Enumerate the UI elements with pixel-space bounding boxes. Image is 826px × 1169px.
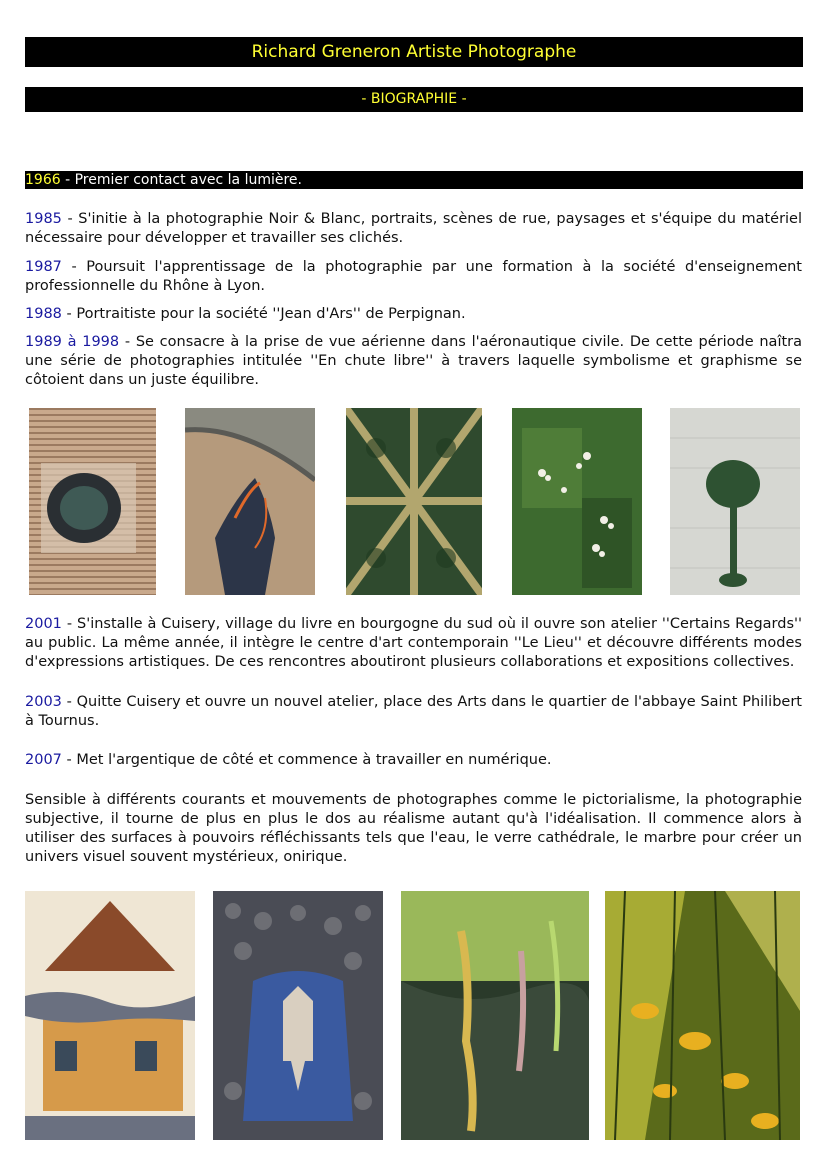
photo-reflection-house [25,891,195,1140]
photo-reflection-cobblestones [213,891,383,1140]
entry-1989-1998: 1989 à 1998 - Se consacre à la prise de vue aérienne dans l'aéronautique civile. De cette période naîtra une série de photographies intitulée ''En chute libre'' à travers laquelle symbolisme et graphisme se côtoient dans un juste équilibre. [25,334,803,388]
page-title: Richard Greneron Artiste Photographe [25,37,803,67]
entry-year: 1987 [25,259,62,275]
entry-text: S'initie à la photographie Noir & Blanc, portraits, scènes de rue, paysages et s'équipe du matériel nécessaire pour développer et travailler ses clichés. [25,211,803,246]
aerial-photo-burning-field [185,408,315,595]
entry-2003: 2003 - Quitte Cuisery et ouvre un nouvel atelier, place des Arts dans le quartier de l'abbaye Saint Philibert à Tournus. [25,694,802,729]
section-title: - BIOGRAPHIE - [25,87,803,112]
entry-text: Se consacre à la prise de vue aérienne dans l'aéronautique civile. De cette période naîtra une série de photographies intitulée ''En chute libre'' à travers laquelle symbolisme et graphisme se côtoient dans un juste équilibre. [25,334,803,388]
entry-year: 2001 [25,616,62,632]
entry-year: 1989 à 1998 [25,334,120,350]
entry-year: 1985 [25,211,62,227]
entry-1966: 1966 - Premier contact avec la lumière. [25,171,803,189]
entry-1987: 1987 - Poursuit l'apprentissage de la photographie par une formation à la société d'enseignement professionnelle du Rhône à Lyon. [25,259,802,294]
entry-text: Met l'argentique de côté et commence à travailler en numérique. [76,752,552,768]
entry-text: S'installe à Cuisery, village du livre en bourgogne du sud où il ouvre son atelier ''Certains Regards'' au public. La même année, il intègre le centre d'art contemporain ''Le Lieu'' et découvre différents modes d'expressions artistiques. De ces rencontres aboutiront plusieurs collaborations et expositions collectives. [25,616,802,670]
entry-text: Poursuit l'apprentissage de la photographie par une formation à la société d'enseignement professionnelle du Rhône à Lyon. [25,259,802,294]
aerial-photo-golf-course [512,408,642,595]
aerial-photo-tree-shape [670,408,800,595]
entry-year: 1966 [25,172,61,188]
aerial-photo-star-forest [346,408,482,595]
entry-1988: 1988 - Portraitiste pour la société ''Jean d'Ars'' de Perpignan. [25,306,466,322]
entry-2007: 2007 - Met l'argentique de côté et commence à travailler en numérique. [25,752,552,768]
entry-year: 2007 [25,752,62,768]
entry-year: 2003 [25,694,62,710]
entry-year: 1988 [25,306,62,322]
photo-reflection-water-green [401,891,589,1140]
entry-text: Portraitiste pour la société ''Jean d'Ars'' de Perpignan. [76,306,466,322]
photo-reflection-yellow-leaves [605,891,800,1140]
entry-1985: 1985 - S'initie à la photographie Noir & Blanc, portraits, scènes de rue, paysages et s'équipe du matériel nécessaire pour développer et travailler ses clichés. [25,211,803,246]
entry-text: Quitte Cuisery et ouvre un nouvel atelier, place des Arts dans le quartier de l'abbaye Saint Philibert à Tournus. [25,694,802,729]
entry-2001: 2001 - S'installe à Cuisery, village du livre en bourgogne du sud où il ouvre son atelier ''Certains Regards'' au public. La même année, il intègre le centre d'art contemporain ''Le Lieu'' et découvre différents modes d'expressions artistiques. De ces rencontres aboutiront plusieurs collaborations et expositions collectives. [25,616,802,670]
entry-text: Premier contact avec la lumière. [74,172,302,188]
aerial-photo-field-pond [29,408,156,595]
closing-paragraph: Sensible à différents courants et mouvements de photographes comme le pictorialisme, la photographie subjective, il tourne de plus en plus le dos au réalisme autant qu'à l'idéalisation. Il commence alors à utiliser des surfaces à pouvoirs réfléchissants tels que l'eau, le verre cathédrale, le marbre pour créer un univers visuel souvent mystérieux, onirique. [25,792,802,865]
